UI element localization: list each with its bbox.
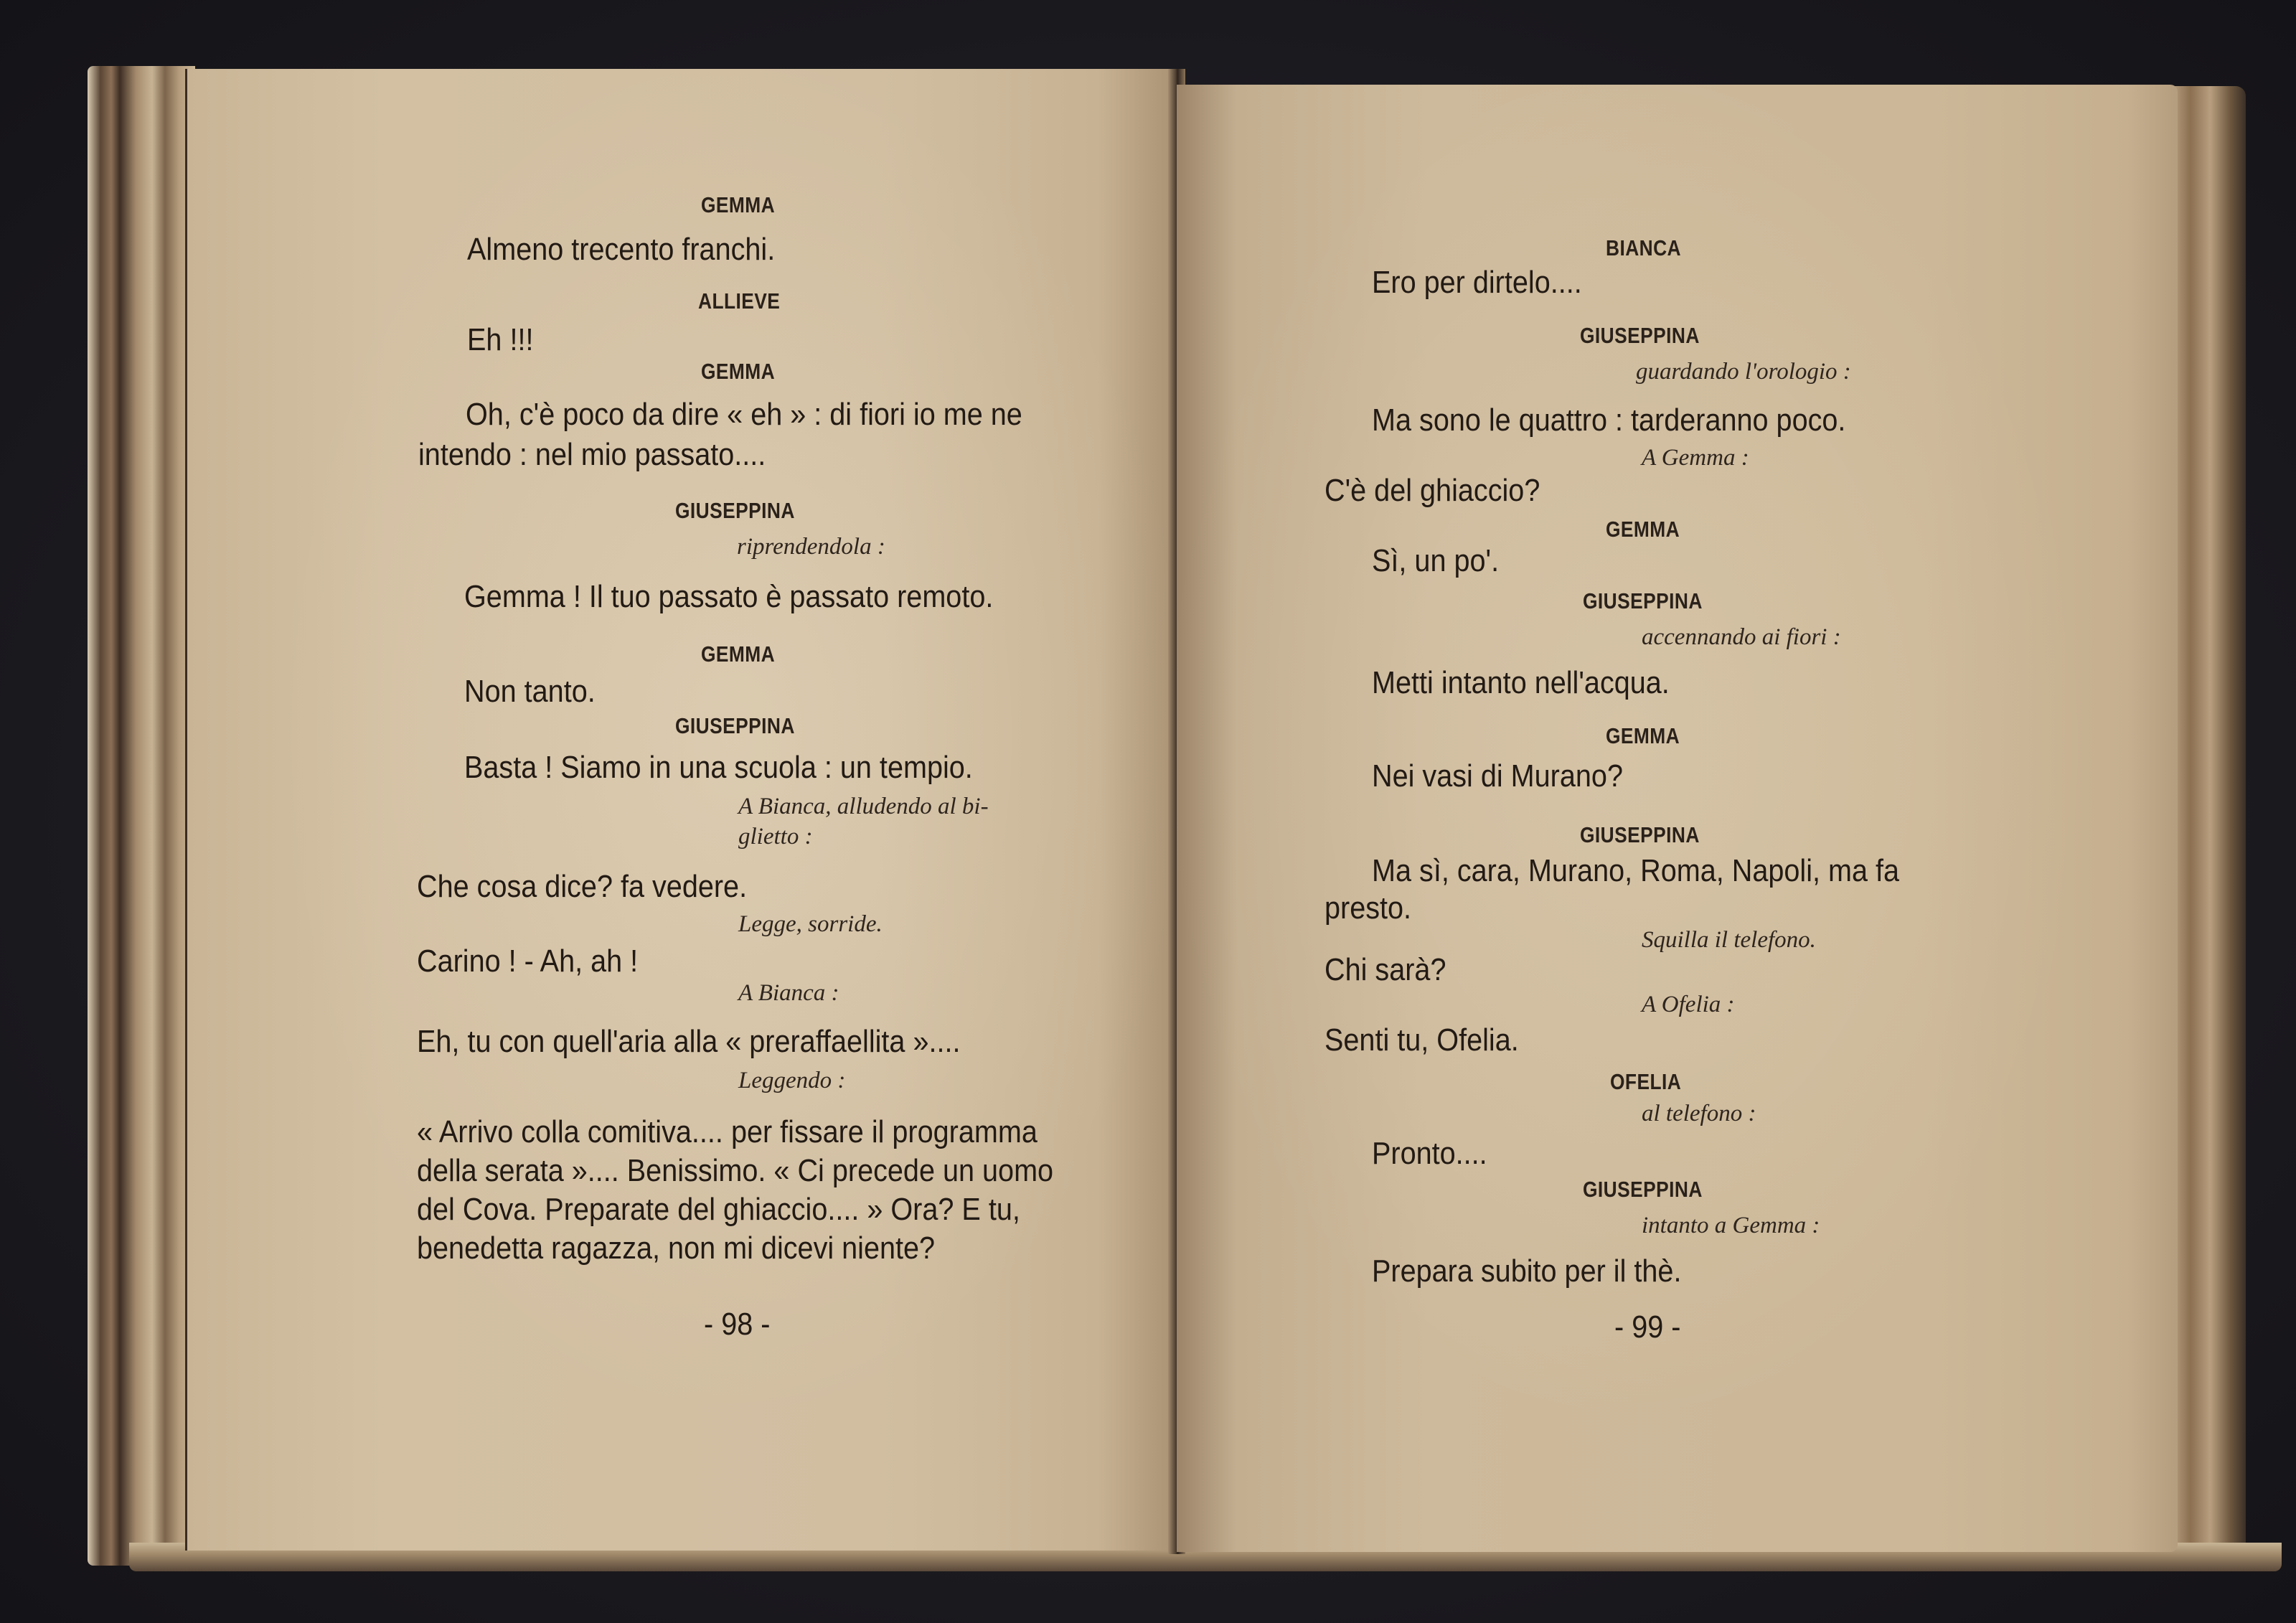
right-page bbox=[1177, 85, 2178, 1552]
speaker-name: GIUSEPPINA bbox=[1580, 822, 1700, 847]
dialogue-line: Pronto.... bbox=[1372, 1136, 1487, 1171]
speaker-name: GEMMA bbox=[701, 641, 776, 667]
dialogue-line: C'è del ghiaccio? bbox=[1325, 473, 1540, 508]
stage-direction: guardando l'orologio : bbox=[1636, 359, 1851, 385]
stage-direction: Leggendo : bbox=[738, 1068, 846, 1093]
stage-direction: A Bianca : bbox=[738, 980, 839, 1006]
dialogue-line: Ma sì, cara, Murano, Roma, Napoli, ma fa bbox=[1372, 853, 1900, 888]
stage-direction: accennando ai fiori : bbox=[1642, 624, 1841, 650]
dialogue-line: Chi sarà? bbox=[1325, 952, 1446, 987]
dialogue-line: della serata ».... Benissimo. « Ci precede un uomo bbox=[417, 1153, 1054, 1188]
dialogue-line: Sì, un po'. bbox=[1372, 543, 1500, 578]
stage-direction: Legge, sorride. bbox=[738, 911, 883, 937]
dialogue-line: Prepara subito per il thè. bbox=[1372, 1253, 1682, 1289]
speaker-name: GIUSEPPINA bbox=[675, 498, 795, 523]
stage-direction: A Bianca, alludendo al bi- bbox=[738, 794, 989, 819]
page-number: - 98 - bbox=[704, 1307, 771, 1342]
stage-direction: intanto a Gemma : bbox=[1642, 1213, 1820, 1238]
stage-direction: Squilla il telefono. bbox=[1642, 927, 1816, 953]
dialogue-line: Ma sono le quattro : tarderanno poco. bbox=[1372, 403, 1846, 438]
speaker-name: GEMMA bbox=[701, 359, 776, 384]
stage-direction: riprendendola : bbox=[737, 534, 885, 560]
stage-direction: A Gemma : bbox=[1642, 445, 1749, 471]
speaker-name: GIUSEPPINA bbox=[1583, 588, 1703, 613]
speaker-name: GIUSEPPINA bbox=[675, 713, 795, 738]
speaker-name: GIUSEPPINA bbox=[1583, 1177, 1703, 1202]
stage-direction: glietto : bbox=[738, 824, 813, 850]
speaker-name: GEMMA bbox=[1606, 723, 1680, 748]
dialogue-line: Metti intanto nell'acqua. bbox=[1372, 665, 1670, 700]
dialogue-line: Non tanto. bbox=[464, 674, 596, 709]
dialogue-line: presto. bbox=[1325, 890, 1412, 926]
dialogue-line: Eh !!! bbox=[467, 322, 534, 357]
dialogue-line: Oh, c'è poco da dire « eh » : di fiori io me ne bbox=[466, 397, 1022, 432]
dialogue-line: Che cosa dice? fa vedere. bbox=[417, 869, 748, 904]
stage-direction: A Ofelia : bbox=[1642, 992, 1735, 1017]
dialogue-line: Almeno trecento franchi. bbox=[467, 232, 776, 267]
dialogue-line: del Cova. Preparate del ghiaccio.... » Ora? E tu, bbox=[417, 1192, 1020, 1227]
right-page-edges bbox=[2167, 86, 2246, 1557]
dialogue-line: Carino ! - Ah, ah ! bbox=[417, 944, 639, 979]
left-page bbox=[185, 69, 1177, 1551]
dialogue-line: Basta ! Siamo in una scuola : un tempio. bbox=[464, 750, 973, 785]
stage-direction: al telefono : bbox=[1642, 1101, 1756, 1126]
dialogue-line: « Arrivo colla comitiva.... per fissare il programma bbox=[417, 1114, 1038, 1149]
dialogue-line: Eh, tu con quell'aria alla « preraffaellita ».... bbox=[417, 1024, 961, 1059]
speaker-name: OFELIA bbox=[1610, 1069, 1682, 1094]
dialogue-line: Nei vasi di Murano? bbox=[1372, 758, 1623, 794]
dialogue-line: Ero per dirtelo.... bbox=[1372, 265, 1582, 300]
left-page-edges bbox=[88, 66, 195, 1566]
dialogue-line: Senti tu, Ofelia. bbox=[1325, 1022, 1519, 1058]
page-number: - 99 - bbox=[1614, 1309, 1681, 1345]
dialogue-line: benedetta ragazza, non mi dicevi niente? bbox=[417, 1231, 936, 1266]
speaker-name: ALLIEVE bbox=[698, 288, 781, 314]
speaker-name: BIANCA bbox=[1606, 235, 1682, 260]
speaker-name: GIUSEPPINA bbox=[1580, 323, 1700, 348]
dialogue-line: intendo : nel mio passato.... bbox=[418, 437, 766, 472]
speaker-name: GEMMA bbox=[1606, 517, 1680, 542]
dialogue-line: Gemma ! Il tuo passato è passato remoto. bbox=[464, 579, 994, 614]
speaker-name: GEMMA bbox=[701, 192, 776, 217]
